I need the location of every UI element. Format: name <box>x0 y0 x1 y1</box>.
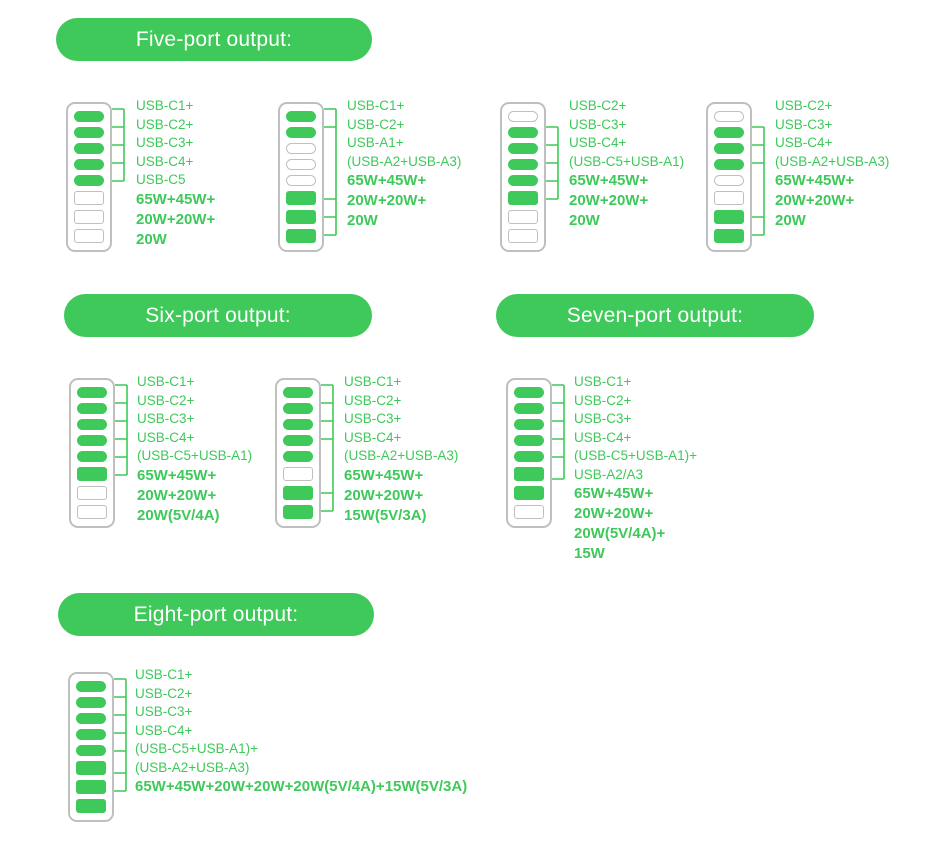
port-usb-c4 <box>286 159 316 170</box>
port-usb-c5 <box>77 451 107 462</box>
port-usb-c5 <box>286 175 316 186</box>
label-line: (USB-A2+USB-A3) <box>344 448 459 463</box>
label-line: USB-C1+ <box>135 667 193 682</box>
port-usb-c5 <box>76 745 106 756</box>
port-usb-c4 <box>76 729 106 740</box>
port-usb-c1 <box>76 681 106 692</box>
port-usb-c4 <box>714 159 744 170</box>
port-usb-c1 <box>77 387 107 398</box>
section-header-five-port <box>56 18 372 61</box>
section-header-six-port <box>64 294 372 337</box>
labels-eight-a <box>135 666 467 797</box>
connector-bracket-six-b <box>321 380 343 516</box>
power-line: 20W+20W+ <box>574 505 654 522</box>
label-line: (USB-C5+USB-A1) <box>137 448 253 463</box>
port-usb-c1 <box>714 111 744 122</box>
power-line: 20W <box>136 230 167 248</box>
power-line: 65W+45W+20W+20W+20W(5V/4A)+15W(5V/3A) <box>135 778 468 795</box>
power-line: 20W <box>569 212 600 229</box>
port-usb-a3 <box>508 229 538 243</box>
label-line: USB-C3+ <box>775 116 833 132</box>
device-six-a <box>69 378 115 528</box>
label-line: USB-C1+ <box>574 374 632 389</box>
connector-bracket-five-a <box>112 104 134 188</box>
port-usb-a2 <box>77 486 107 500</box>
port-usb-a3 <box>77 505 107 519</box>
label-line: USB-C4+ <box>569 135 627 150</box>
port-usb-c5 <box>508 175 538 186</box>
power-line: 65W+45W+ <box>574 485 654 502</box>
label-line: USB-C4+ <box>135 722 193 738</box>
section-title: Five-port output: <box>135 27 293 51</box>
label-line: USB-C3+ <box>574 411 632 426</box>
label-line: (USB-C5+USB-A1)+ <box>135 741 259 756</box>
power-line: 20W+20W+ <box>136 210 216 228</box>
labels-five-b <box>347 97 461 231</box>
port-usb-c2 <box>286 127 316 138</box>
connector-bracket-eight-a <box>114 674 136 806</box>
label-line: USB-C2+ <box>775 98 833 113</box>
power-line: 15W <box>574 545 605 562</box>
power-line: 20W+20W+ <box>137 486 217 504</box>
labels-seven-a <box>574 373 697 564</box>
power-line: 65W+45W+ <box>136 190 216 208</box>
port-usb-c3 <box>714 143 744 154</box>
port-usb-a3 <box>283 505 313 519</box>
port-usb-a1 <box>74 191 104 205</box>
port-usb-c2 <box>76 697 106 708</box>
power-line: 20W+20W+ <box>569 192 649 209</box>
labels-five-a <box>136 97 215 250</box>
label-line: USB-A2/A3 <box>574 466 644 482</box>
port-usb-c1 <box>283 387 313 398</box>
label-line: USB-C2+ <box>569 98 627 113</box>
connector-bracket-five-d <box>752 104 774 240</box>
port-usb-a2 <box>74 210 104 224</box>
label-line: USB-C4+ <box>137 429 195 445</box>
section-title: Eight-port output: <box>133 602 299 626</box>
labels-five-d <box>775 97 889 231</box>
port-usb-c3 <box>283 419 313 430</box>
port-usb-c3 <box>74 143 104 154</box>
power-line: 20W(5V/4A)+ <box>574 525 666 542</box>
port-usb-c1 <box>74 111 104 122</box>
section-title: Six-port output: <box>145 303 291 327</box>
power-line: 20W <box>775 212 806 229</box>
section-title: Seven-port output: <box>566 303 744 327</box>
port-usb-c2 <box>508 127 538 138</box>
device-eight-a <box>68 672 114 822</box>
port-usb-a2 <box>714 210 744 224</box>
power-line: 65W+45W+ <box>775 172 855 189</box>
port-usb-c2 <box>514 403 544 414</box>
label-line: USB-C3+ <box>569 116 627 132</box>
device-five-c <box>500 102 546 252</box>
port-usb-c4 <box>77 435 107 446</box>
power-line: 20W(5V/4A) <box>137 506 220 524</box>
power-line: 65W+45W+ <box>137 466 217 484</box>
port-usb-c3 <box>77 419 107 430</box>
connector-bracket-six-a <box>115 380 137 490</box>
port-usb-c3 <box>508 143 538 154</box>
label-line: USB-C3+ <box>136 135 194 150</box>
port-usb-a2 <box>286 210 316 224</box>
label-line: (USB-C5+USB-A1) <box>569 153 685 169</box>
port-usb-c5 <box>714 175 744 186</box>
port-usb-a2 <box>508 210 538 224</box>
labels-six-a <box>137 373 252 526</box>
label-line: USB-C2+ <box>574 392 632 408</box>
label-line: USB-A1+ <box>347 135 404 150</box>
label-line: USB-C1+ <box>137 374 195 389</box>
power-line: 20W+20W+ <box>775 192 855 209</box>
port-usb-c1 <box>286 111 316 122</box>
connector-bracket-five-b <box>324 104 346 240</box>
connector-bracket-five-c <box>546 104 568 214</box>
label-line: USB-C1+ <box>347 98 405 113</box>
port-usb-c5 <box>74 175 104 186</box>
power-line: 65W+45W+ <box>347 172 427 189</box>
port-usb-a1 <box>77 467 107 481</box>
port-usb-c4 <box>74 159 104 170</box>
port-usb-a3 <box>76 799 106 813</box>
label-line: (USB-C5+USB-A1)+ <box>574 448 698 463</box>
label-line: USB-C4+ <box>344 429 402 445</box>
port-usb-a1 <box>514 467 544 481</box>
device-six-b <box>275 378 321 528</box>
label-line: USB-C5 <box>136 172 186 187</box>
port-usb-a1 <box>714 191 744 205</box>
device-seven-a <box>506 378 552 528</box>
port-usb-c4 <box>283 435 313 446</box>
label-line: USB-C3+ <box>344 411 402 426</box>
power-line: 20W+20W+ <box>347 192 427 209</box>
label-line: (USB-A2+USB-A3) <box>775 153 890 169</box>
port-usb-c2 <box>77 403 107 414</box>
label-line: USB-C2+ <box>137 392 195 408</box>
port-usb-a1 <box>508 191 538 205</box>
power-line: 15W(5V/3A) <box>344 506 427 524</box>
power-line: 65W+45W+ <box>344 466 424 484</box>
label-line: USB-C2+ <box>136 116 194 132</box>
port-usb-a1 <box>286 191 316 205</box>
label-line: USB-C4+ <box>136 153 194 169</box>
port-usb-a3 <box>514 505 544 519</box>
port-usb-c5 <box>283 451 313 462</box>
device-five-a <box>66 102 112 252</box>
port-usb-c3 <box>286 143 316 154</box>
port-usb-a2 <box>283 486 313 500</box>
device-five-d <box>706 102 752 252</box>
port-usb-a3 <box>286 229 316 243</box>
label-line: (USB-A2+USB-A3) <box>135 759 250 775</box>
port-usb-a2 <box>514 486 544 500</box>
port-usb-c5 <box>514 451 544 462</box>
connector-bracket-seven-a <box>552 380 574 510</box>
section-header-seven-port <box>496 294 814 337</box>
label-line: USB-C2+ <box>347 116 405 132</box>
label-line: USB-C2+ <box>135 685 193 701</box>
section-header-eight-port <box>58 593 374 636</box>
port-usb-a2 <box>76 780 106 794</box>
power-line: 20W+20W+ <box>344 486 424 504</box>
port-usb-a3 <box>714 229 744 243</box>
label-line: USB-C2+ <box>344 392 402 408</box>
power-line: 65W+45W+ <box>569 172 649 189</box>
port-usb-c4 <box>514 435 544 446</box>
port-usb-c4 <box>508 159 538 170</box>
label-line: USB-C3+ <box>137 411 195 426</box>
port-usb-c2 <box>714 127 744 138</box>
label-line: USB-C4+ <box>574 429 632 445</box>
port-usb-a1 <box>76 761 106 775</box>
port-usb-a1 <box>283 467 313 481</box>
label-line: USB-C1+ <box>136 98 194 113</box>
port-usb-c2 <box>283 403 313 414</box>
port-usb-a3 <box>74 229 104 243</box>
label-line: USB-C1+ <box>344 374 402 389</box>
port-usb-c1 <box>514 387 544 398</box>
port-usb-c3 <box>76 713 106 724</box>
label-line: USB-C4+ <box>775 135 833 150</box>
labels-five-c <box>569 97 684 231</box>
port-usb-c3 <box>514 419 544 430</box>
power-line: 20W <box>347 212 378 229</box>
port-usb-c2 <box>74 127 104 138</box>
port-usb-c1 <box>508 111 538 122</box>
label-line: (USB-A2+USB-A3) <box>347 153 462 169</box>
device-five-b <box>278 102 324 252</box>
labels-six-b <box>344 373 458 526</box>
label-line: USB-C3+ <box>135 704 193 719</box>
